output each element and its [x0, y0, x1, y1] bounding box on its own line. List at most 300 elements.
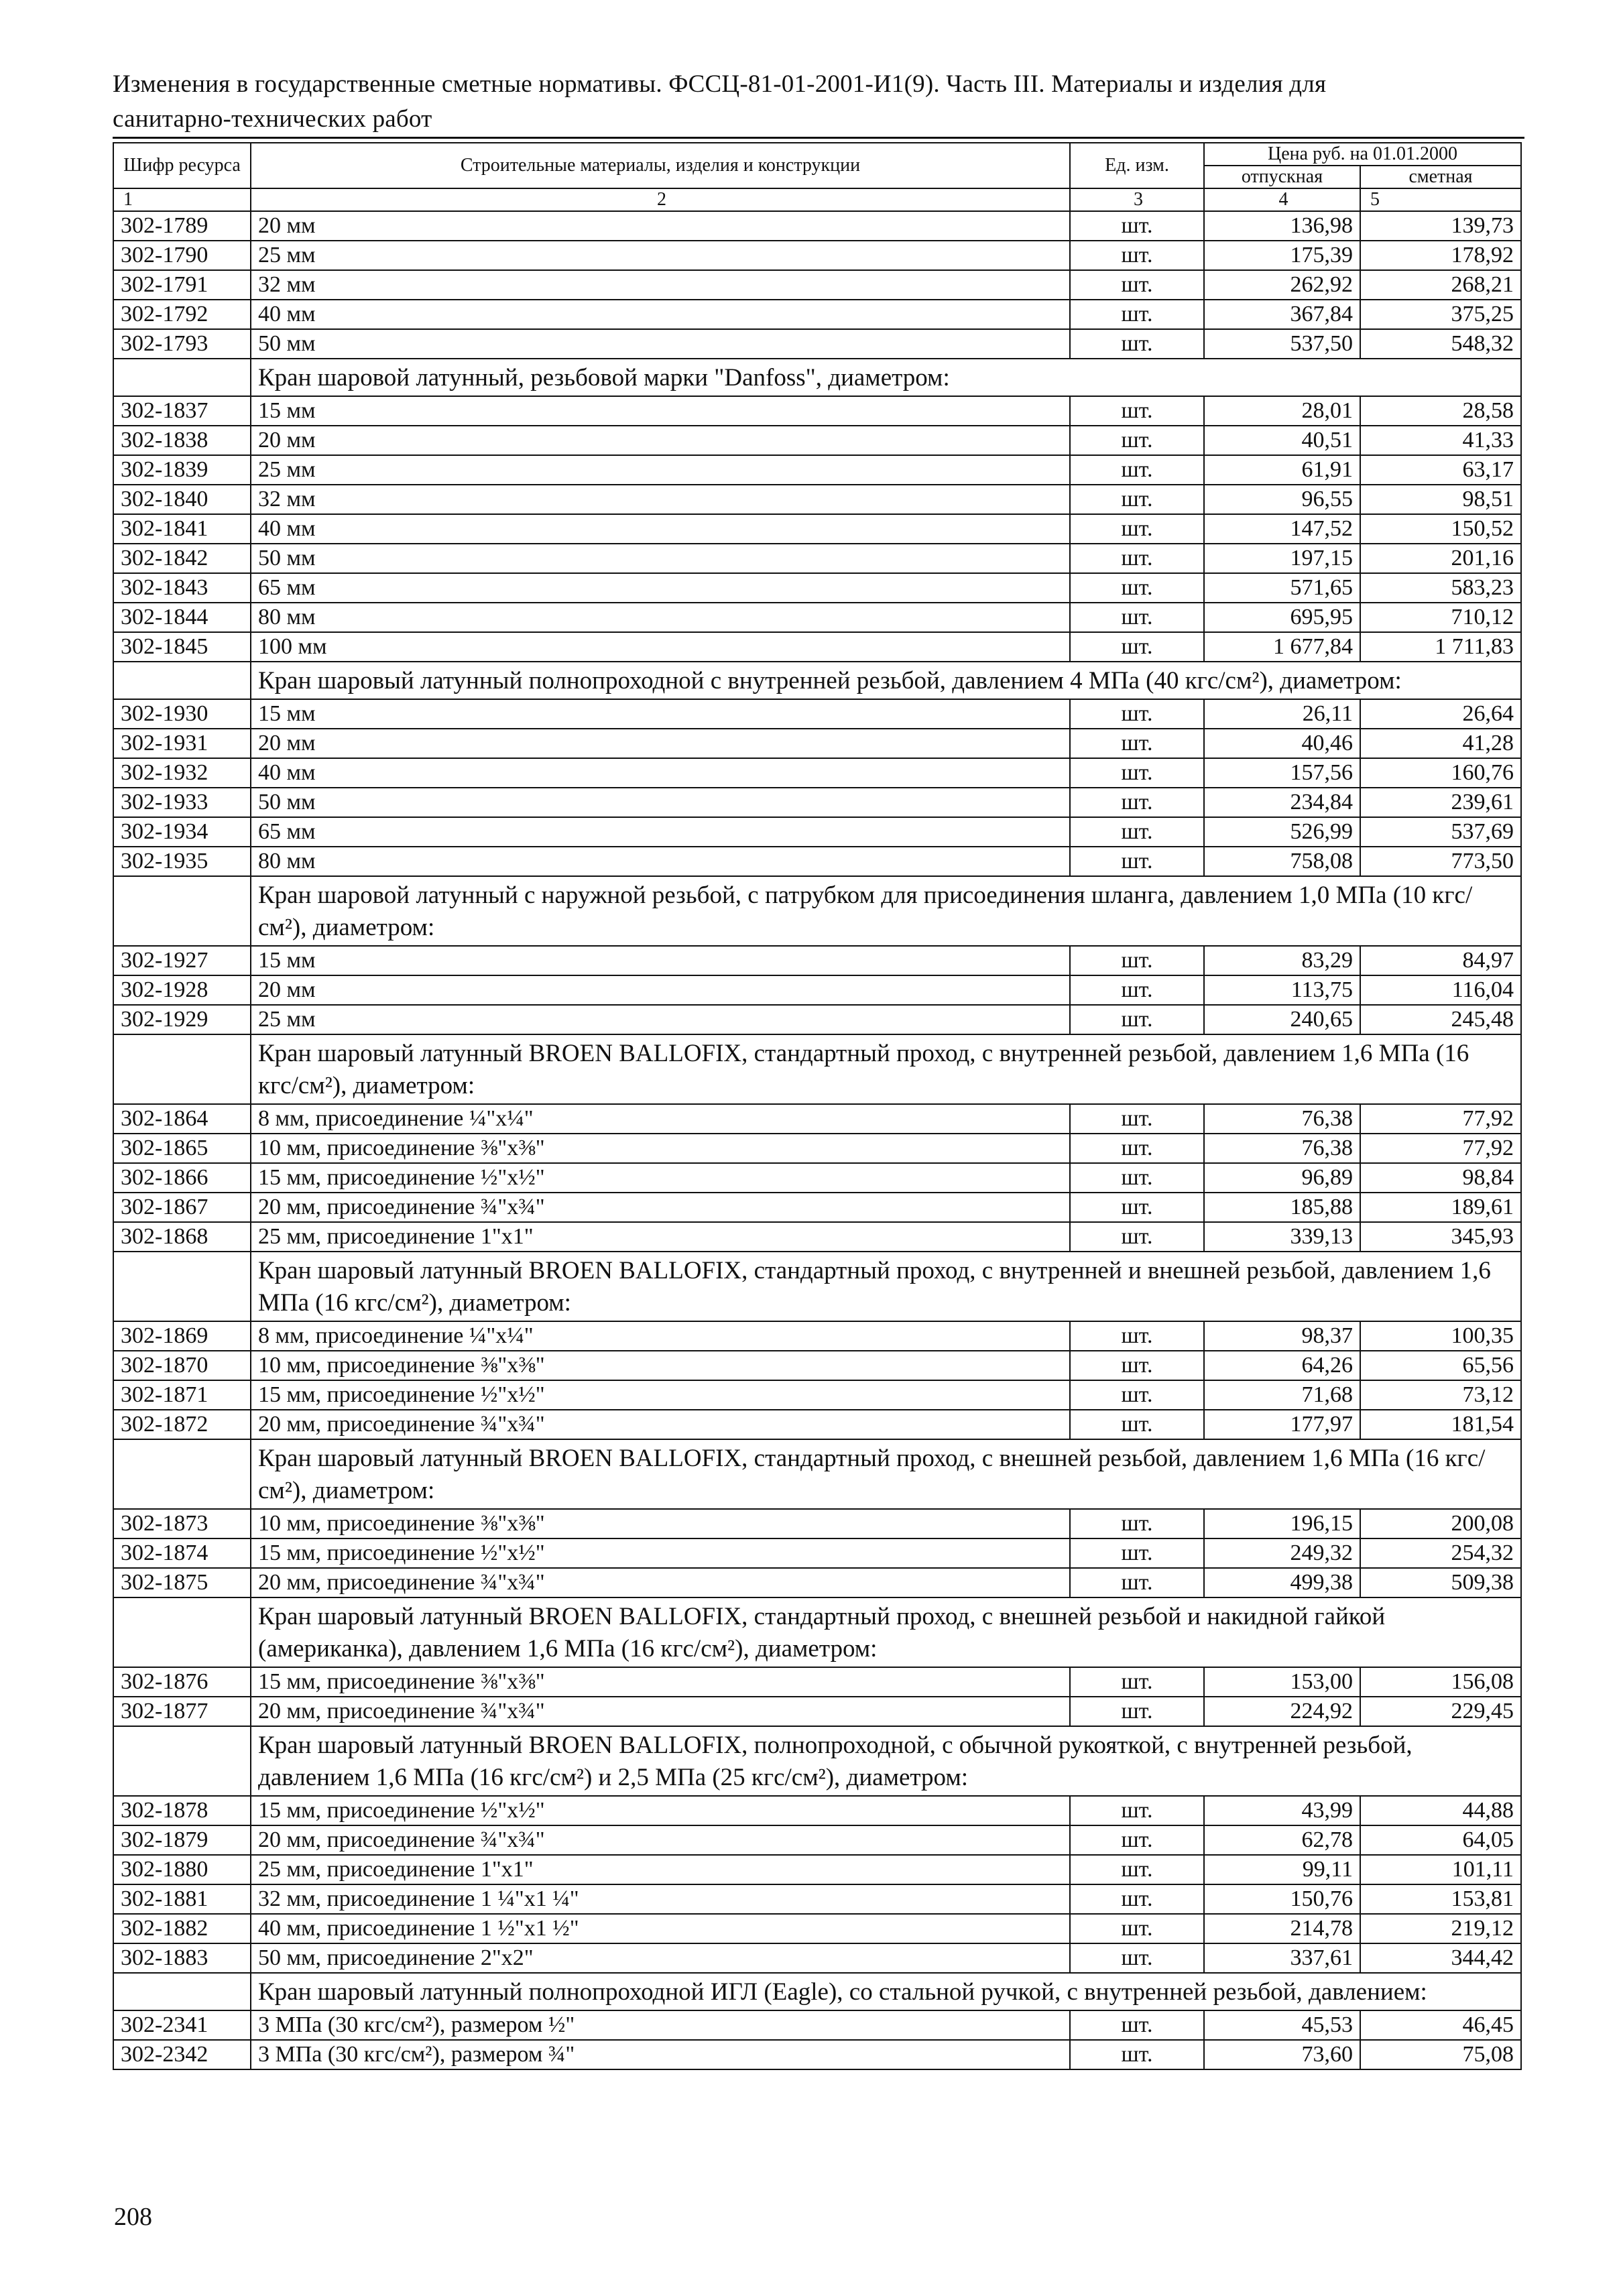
table-row	[113, 1943, 1521, 1973]
unit: шт.	[1070, 758, 1204, 788]
group-code-cell	[113, 1726, 251, 1796]
wholesale-price: 157,56	[1204, 758, 1360, 788]
group-code-cell	[113, 1973, 251, 2010]
unit: шт.	[1070, 1321, 1204, 1351]
item-name: 20 мм, присоединение ¾"x¾"	[251, 1193, 1070, 1222]
estimate-price: 41,33	[1360, 426, 1521, 455]
item-name: 40 мм	[251, 300, 1070, 329]
estimate-price: 268,21	[1360, 270, 1521, 300]
estimate-price: 75,08	[1360, 2040, 1521, 2069]
unit: шт.	[1070, 1104, 1204, 1134]
group-heading: Кран шаровой латунный, резьбовой марки "Danfoss", диаметром:	[251, 359, 1521, 396]
estimate-price: 201,16	[1360, 544, 1521, 573]
table-row	[113, 1222, 1521, 1252]
estimate-price: 150,52	[1360, 514, 1521, 544]
table-row	[113, 1509, 1521, 1538]
column-number-2: 2	[251, 188, 1070, 211]
table-row	[113, 817, 1521, 847]
resource-code: 302-1927	[113, 946, 251, 975]
unit: шт.	[1070, 1410, 1204, 1439]
estimate-price: 583,23	[1360, 573, 1521, 603]
wholesale-price: 337,61	[1204, 1943, 1360, 1973]
wholesale-price: 147,52	[1204, 514, 1360, 544]
wholesale-price: 197,15	[1204, 544, 1360, 573]
wholesale-price: 76,38	[1204, 1134, 1360, 1163]
group-code-cell	[113, 1439, 251, 1509]
group-heading-row	[113, 1439, 1521, 1509]
header-line-2: санитарно-технических работ	[113, 105, 432, 133]
item-name: 20 мм	[251, 975, 1070, 1005]
resource-code: 302-1874	[113, 1538, 251, 1568]
item-name: 20 мм, присоединение ¾"x¾"	[251, 1697, 1070, 1726]
item-name: 25 мм	[251, 455, 1070, 485]
item-name: 50 мм, присоединение 2"x2"	[251, 1943, 1070, 1973]
wholesale-price: 62,78	[1204, 1825, 1360, 1855]
estimate-price: 77,92	[1360, 1104, 1521, 1134]
group-heading: Кран шаровый латунный BROEN BALLOFIX, стандартный проход, с внешней резьбой, давлением 1,6 МПа (16 кгс/см²), диаметром:	[251, 1439, 1521, 1509]
group-heading-row	[113, 1726, 1521, 1796]
unit: шт.	[1070, 396, 1204, 426]
estimate-price: 84,97	[1360, 946, 1521, 975]
item-name: 25 мм, присоединение 1"x1"	[251, 1222, 1070, 1252]
resource-code: 302-1839	[113, 455, 251, 485]
resource-code: 302-1838	[113, 426, 251, 455]
table-row	[113, 1914, 1521, 1943]
unit: шт.	[1070, 632, 1204, 662]
wholesale-price: 96,89	[1204, 1163, 1360, 1193]
wholesale-price: 537,50	[1204, 329, 1360, 359]
resource-code: 302-1868	[113, 1222, 251, 1252]
estimate-price: 65,56	[1360, 1351, 1521, 1380]
table-row	[113, 603, 1521, 632]
table-row	[113, 544, 1521, 573]
unit: шт.	[1070, 1884, 1204, 1914]
table-row	[113, 1351, 1521, 1380]
estimate-price: 375,25	[1360, 300, 1521, 329]
unit: шт.	[1070, 1796, 1204, 1825]
column-header-unit: Ед. изм.	[1070, 143, 1204, 188]
table-row	[113, 1163, 1521, 1193]
item-name: 25 мм	[251, 1005, 1070, 1034]
resource-code: 302-1930	[113, 699, 251, 729]
unit: шт.	[1070, 1538, 1204, 1568]
estimate-price: 46,45	[1360, 2010, 1521, 2040]
group-heading: Кран шаровый латунный BROEN BALLOFIX, стандартный проход, с внутренней резьбой, давлением 1,6 МПа (16 кгс/см²), диаметром:	[251, 1034, 1521, 1104]
wholesale-price: 136,98	[1204, 211, 1360, 241]
estimate-price: 239,61	[1360, 788, 1521, 817]
resource-code: 302-1789	[113, 211, 251, 241]
resource-code: 302-1876	[113, 1667, 251, 1697]
resource-code: 302-1873	[113, 1509, 251, 1538]
group-heading: Кран шаровый латунный полнопроходной с внутренней резьбой, давлением 4 МПа (40 кгс/см²), диаметром:	[251, 662, 1521, 699]
resource-code: 302-1871	[113, 1380, 251, 1410]
item-name: 15 мм	[251, 946, 1070, 975]
wholesale-price: 150,76	[1204, 1884, 1360, 1914]
table-row	[113, 946, 1521, 975]
estimate-price: 537,69	[1360, 817, 1521, 847]
table-row	[113, 1538, 1521, 1568]
item-name: 65 мм	[251, 817, 1070, 847]
table-row	[113, 1855, 1521, 1884]
unit: шт.	[1070, 699, 1204, 729]
group-heading: Кран шаровый латунный BROEN BALLOFIX, полнопроходной, с обычной рукояткой, с внутренней резьбой, давлением 1,6 МПа (16 кгс/см²) и 2,5 МПа (25 кгс/см²), диаметром:	[251, 1726, 1521, 1796]
estimate-price: 77,92	[1360, 1134, 1521, 1163]
item-name: 10 мм, присоединение ⅜"x⅜"	[251, 1351, 1070, 1380]
unit: шт.	[1070, 329, 1204, 359]
item-name: 15 мм	[251, 699, 1070, 729]
column-number-5: 5	[1360, 188, 1521, 211]
unit: шт.	[1070, 514, 1204, 544]
unit: шт.	[1070, 544, 1204, 573]
item-name: 20 мм	[251, 729, 1070, 758]
unit: шт.	[1070, 426, 1204, 455]
resource-code: 302-1843	[113, 573, 251, 603]
wholesale-price: 214,78	[1204, 1914, 1360, 1943]
unit: шт.	[1070, 1351, 1204, 1380]
unit: шт.	[1070, 1509, 1204, 1538]
header-rule	[113, 137, 1524, 139]
estimate-price: 710,12	[1360, 603, 1521, 632]
resource-code: 302-1845	[113, 632, 251, 662]
table-row	[113, 485, 1521, 514]
unit: шт.	[1070, 1667, 1204, 1697]
estimate-price: 139,73	[1360, 211, 1521, 241]
wholesale-price: 758,08	[1204, 847, 1360, 876]
item-name: 100 мм	[251, 632, 1070, 662]
resource-code: 302-1878	[113, 1796, 251, 1825]
resource-code: 302-1928	[113, 975, 251, 1005]
estimate-price: 509,38	[1360, 1568, 1521, 1597]
unit: шт.	[1070, 817, 1204, 847]
estimate-price: 101,11	[1360, 1855, 1521, 1884]
item-name: 50 мм	[251, 544, 1070, 573]
wholesale-price: 83,29	[1204, 946, 1360, 975]
estimate-price: 254,32	[1360, 1538, 1521, 1568]
estimate-price: 245,48	[1360, 1005, 1521, 1034]
estimate-price: 229,45	[1360, 1697, 1521, 1726]
table-row	[113, 1697, 1521, 1726]
unit: шт.	[1070, 1568, 1204, 1597]
estimate-price: 156,08	[1360, 1667, 1521, 1697]
estimate-price: 100,35	[1360, 1321, 1521, 1351]
estimate-price: 548,32	[1360, 329, 1521, 359]
unit: шт.	[1070, 729, 1204, 758]
unit: шт.	[1070, 211, 1204, 241]
resource-code: 302-1867	[113, 1193, 251, 1222]
estimate-price: 345,93	[1360, 1222, 1521, 1252]
table-row	[113, 788, 1521, 817]
wholesale-price: 61,91	[1204, 455, 1360, 485]
estimate-price: 98,84	[1360, 1163, 1521, 1193]
price-table-body	[113, 211, 1521, 2069]
estimate-price: 773,50	[1360, 847, 1521, 876]
column-number-4: 4	[1204, 188, 1360, 211]
table-row	[113, 426, 1521, 455]
resource-code: 302-1791	[113, 270, 251, 300]
table-row	[113, 632, 1521, 662]
wholesale-price: 262,92	[1204, 270, 1360, 300]
table-row	[113, 2010, 1521, 2040]
group-code-cell	[113, 1597, 251, 1667]
resource-code: 302-1929	[113, 1005, 251, 1034]
item-name: 10 мм, присоединение ⅜"x⅜"	[251, 1509, 1070, 1538]
wholesale-price: 153,00	[1204, 1667, 1360, 1697]
table-row	[113, 1104, 1521, 1134]
wholesale-price: 1 677,84	[1204, 632, 1360, 662]
group-code-cell	[113, 1252, 251, 1321]
group-heading-row	[113, 359, 1521, 396]
item-name: 32 мм, присоединение 1 ¼"x1 ¼"	[251, 1884, 1070, 1914]
estimate-price: 181,54	[1360, 1410, 1521, 1439]
estimate-price: 41,28	[1360, 729, 1521, 758]
estimate-price: 63,17	[1360, 455, 1521, 485]
resource-code: 302-1841	[113, 514, 251, 544]
resource-code: 302-1934	[113, 817, 251, 847]
unit: шт.	[1070, 1943, 1204, 1973]
wholesale-price: 43,99	[1204, 1796, 1360, 1825]
unit: шт.	[1070, 2040, 1204, 2069]
resource-code: 302-1879	[113, 1825, 251, 1855]
unit: шт.	[1070, 573, 1204, 603]
estimate-price: 160,76	[1360, 758, 1521, 788]
wholesale-price: 185,88	[1204, 1193, 1360, 1222]
item-name: 32 мм	[251, 485, 1070, 514]
table-row	[113, 1796, 1521, 1825]
estimate-price: 98,51	[1360, 485, 1521, 514]
table-row	[113, 211, 1521, 241]
wholesale-price: 175,39	[1204, 241, 1360, 270]
group-heading-row	[113, 1597, 1521, 1667]
item-name: 20 мм, присоединение ¾"x¾"	[251, 1825, 1070, 1855]
group-heading: Кран шаровый латунный BROEN BALLOFIX, стандартный проход, с внутренней и внешней резьбой, давлением 1,6 МПа (16 кгс/см²), диаметром:	[251, 1252, 1521, 1321]
resource-code: 302-1870	[113, 1351, 251, 1380]
wholesale-price: 40,46	[1204, 729, 1360, 758]
estimate-price: 64,05	[1360, 1825, 1521, 1855]
resource-code: 302-1840	[113, 485, 251, 514]
item-name: 15 мм	[251, 396, 1070, 426]
table-row	[113, 1134, 1521, 1163]
group-heading-row	[113, 1252, 1521, 1321]
wholesale-price: 45,53	[1204, 2010, 1360, 2040]
unit: шт.	[1070, 1914, 1204, 1943]
table-row	[113, 396, 1521, 426]
unit: шт.	[1070, 2010, 1204, 2040]
resource-code: 302-1935	[113, 847, 251, 876]
unit: шт.	[1070, 241, 1204, 270]
column-header-estimate: сметная	[1360, 166, 1521, 188]
estimate-price: 153,81	[1360, 1884, 1521, 1914]
table-row	[113, 1193, 1521, 1222]
unit: шт.	[1070, 300, 1204, 329]
estimate-price: 344,42	[1360, 1943, 1521, 1973]
wholesale-price: 367,84	[1204, 300, 1360, 329]
unit: шт.	[1070, 788, 1204, 817]
resource-code: 302-1932	[113, 758, 251, 788]
unit: шт.	[1070, 975, 1204, 1005]
table-row	[113, 1321, 1521, 1351]
group-heading-row	[113, 662, 1521, 699]
resource-code: 302-1882	[113, 1914, 251, 1943]
item-name: 20 мм, присоединение ¾"x¾"	[251, 1410, 1070, 1439]
resource-code: 302-1877	[113, 1697, 251, 1726]
wholesale-price: 224,92	[1204, 1697, 1360, 1726]
item-name: 15 мм, присоединение ½"x½"	[251, 1538, 1070, 1568]
wholesale-price: 249,32	[1204, 1538, 1360, 1568]
item-name: 8 мм, присоединение ¼"x¼"	[251, 1321, 1070, 1351]
item-name: 8 мм, присоединение ¼"x¼"	[251, 1104, 1070, 1134]
wholesale-price: 177,97	[1204, 1410, 1360, 1439]
resource-code: 302-1933	[113, 788, 251, 817]
wholesale-price: 571,65	[1204, 573, 1360, 603]
group-code-cell	[113, 359, 251, 396]
table-row	[113, 1884, 1521, 1914]
unit: шт.	[1070, 1222, 1204, 1252]
item-name: 50 мм	[251, 329, 1070, 359]
unit: шт.	[1070, 1697, 1204, 1726]
table-row	[113, 300, 1521, 329]
column-number-3: 3	[1070, 188, 1204, 211]
table-row	[113, 1380, 1521, 1410]
table-row	[113, 729, 1521, 758]
unit: шт.	[1070, 1380, 1204, 1410]
wholesale-price: 28,01	[1204, 396, 1360, 426]
resource-code: 302-1865	[113, 1134, 251, 1163]
table-row	[113, 758, 1521, 788]
unit: шт.	[1070, 1855, 1204, 1884]
unit: шт.	[1070, 946, 1204, 975]
item-name: 80 мм	[251, 603, 1070, 632]
estimate-price: 73,12	[1360, 1380, 1521, 1410]
item-name: 25 мм	[251, 241, 1070, 270]
wholesale-price: 73,60	[1204, 2040, 1360, 2069]
resource-code: 302-1880	[113, 1855, 251, 1884]
group-heading: Кран шаровый латунный полнопроходной ИГЛ (Eagle), со стальной ручкой, с внутренней резьбой, давлением:	[251, 1973, 1521, 2010]
wholesale-price: 76,38	[1204, 1104, 1360, 1134]
table-row	[113, 699, 1521, 729]
unit: шт.	[1070, 603, 1204, 632]
price-table	[113, 142, 1522, 2070]
page-number: 208	[114, 2203, 152, 2231]
wholesale-price: 240,65	[1204, 1005, 1360, 1034]
estimate-price: 28,58	[1360, 396, 1521, 426]
table-row	[113, 573, 1521, 603]
wholesale-price: 234,84	[1204, 788, 1360, 817]
resource-code: 302-1872	[113, 1410, 251, 1439]
unit: шт.	[1070, 270, 1204, 300]
item-name: 3 МПа (30 кгс/см²), размером ½"	[251, 2010, 1070, 2040]
resource-code: 302-1793	[113, 329, 251, 359]
estimate-price: 189,61	[1360, 1193, 1521, 1222]
table-row	[113, 1005, 1521, 1034]
table-row	[113, 455, 1521, 485]
resource-code: 302-1792	[113, 300, 251, 329]
column-header-code: Шифр ресурса	[113, 143, 251, 188]
resource-code: 302-1844	[113, 603, 251, 632]
item-name: 32 мм	[251, 270, 1070, 300]
resource-code: 302-1842	[113, 544, 251, 573]
item-name: 25 мм, присоединение 1"x1"	[251, 1855, 1070, 1884]
item-name: 40 мм	[251, 758, 1070, 788]
estimate-price: 1 711,83	[1360, 632, 1521, 662]
unit: шт.	[1070, 1163, 1204, 1193]
resource-code: 302-1864	[113, 1104, 251, 1134]
item-name: 15 мм, присоединение ½"x½"	[251, 1796, 1070, 1825]
item-name: 20 мм, присоединение ¾"x¾"	[251, 1568, 1070, 1597]
wholesale-price: 40,51	[1204, 426, 1360, 455]
item-name: 15 мм, присоединение ⅜"x⅜"	[251, 1667, 1070, 1697]
table-row	[113, 1568, 1521, 1597]
group-heading-row	[113, 1973, 1521, 2010]
table-row	[113, 847, 1521, 876]
unit: шт.	[1070, 1193, 1204, 1222]
item-name: 40 мм	[251, 514, 1070, 544]
item-name: 20 мм	[251, 426, 1070, 455]
wholesale-price: 99,11	[1204, 1855, 1360, 1884]
wholesale-price: 26,11	[1204, 699, 1360, 729]
item-name: 3 МПа (30 кгс/см²), размером ¾"	[251, 2040, 1070, 2069]
estimate-price: 200,08	[1360, 1509, 1521, 1538]
group-code-cell	[113, 662, 251, 699]
group-heading-row	[113, 1034, 1521, 1104]
table-row	[113, 329, 1521, 359]
item-name: 50 мм	[251, 788, 1070, 817]
table-row	[113, 975, 1521, 1005]
resource-code: 302-1837	[113, 396, 251, 426]
item-name: 80 мм	[251, 847, 1070, 876]
unit: шт.	[1070, 847, 1204, 876]
resource-code: 302-1875	[113, 1568, 251, 1597]
group-code-cell	[113, 1034, 251, 1104]
unit: шт.	[1070, 485, 1204, 514]
wholesale-price: 526,99	[1204, 817, 1360, 847]
group-heading: Кран шаровый латунный BROEN BALLOFIX, стандартный проход, с внешней резьбой и накидной гайкой (американка), давлением 1,6 МПа (16 кгс/см²), диаметром:	[251, 1597, 1521, 1667]
item-name: 10 мм, присоединение ⅜"x⅜"	[251, 1134, 1070, 1163]
estimate-price: 116,04	[1360, 975, 1521, 1005]
column-header-name: Строительные материалы, изделия и конструкции	[251, 143, 1070, 188]
estimate-price: 219,12	[1360, 1914, 1521, 1943]
item-name: 15 мм, присоединение ½"x½"	[251, 1380, 1070, 1410]
wholesale-price: 339,13	[1204, 1222, 1360, 1252]
column-number-1: 1	[113, 188, 251, 211]
wholesale-price: 71,68	[1204, 1380, 1360, 1410]
wholesale-price: 64,26	[1204, 1351, 1360, 1380]
page-header	[113, 67, 1534, 137]
unit: шт.	[1070, 1005, 1204, 1034]
table-row	[113, 241, 1521, 270]
unit: шт.	[1070, 1134, 1204, 1163]
table-row	[113, 270, 1521, 300]
resource-code: 302-1883	[113, 1943, 251, 1973]
item-name: 15 мм, присоединение ½"x½"	[251, 1163, 1070, 1193]
unit: шт.	[1070, 455, 1204, 485]
resource-code: 302-1869	[113, 1321, 251, 1351]
item-name: 20 мм	[251, 211, 1070, 241]
header-line-1: Изменения в государственные сметные нормативы. ФССЦ-81-01-2001-И1(9). Часть III. Материалы и изделия для	[113, 70, 1327, 98]
group-code-cell	[113, 876, 251, 946]
resource-code: 302-2342	[113, 2040, 251, 2069]
resource-code: 302-1866	[113, 1163, 251, 1193]
column-header-wholesale: отпускная	[1204, 166, 1360, 188]
resource-code: 302-1790	[113, 241, 251, 270]
resource-code: 302-1931	[113, 729, 251, 758]
table-row	[113, 514, 1521, 544]
group-heading-row	[113, 876, 1521, 946]
estimate-price: 44,88	[1360, 1796, 1521, 1825]
column-header-price: Цена руб. на 01.01.2000	[1204, 143, 1521, 166]
item-name: 65 мм	[251, 573, 1070, 603]
wholesale-price: 96,55	[1204, 485, 1360, 514]
wholesale-price: 98,37	[1204, 1321, 1360, 1351]
